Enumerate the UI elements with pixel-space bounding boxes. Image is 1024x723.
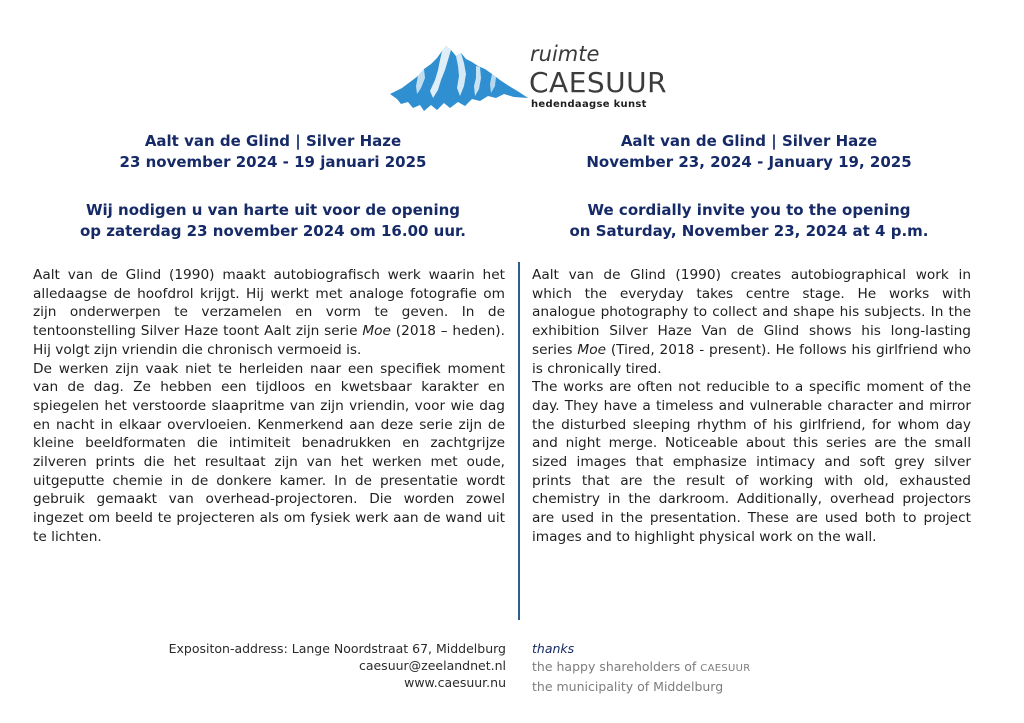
thanks-municipality: the municipality of Middelburg: [532, 679, 724, 694]
thanks-shareholders-text: the happy shareholders of: [532, 659, 701, 674]
caesuur-logo: [388, 36, 683, 116]
english-dates: November 23, 2024 - January 19, 2025: [586, 153, 912, 171]
english-para1-text: Aalt van de Glind (1990) creates autobiographical work in which the everyday takes centre stage. He works with analogue photography to collect and shape his subjects. In the exhibition Silver Haze Van de Glind shows his long-lasting series: [532, 267, 971, 358]
website-link[interactable]: www.caesuur.nu: [404, 675, 506, 690]
dutch-invite-line-2: op zaterdag 23 november 2024 om 16.00 uur.: [80, 222, 466, 240]
english-paragraph-2: The works are often not reducible to a specific moment of the day. They have a timeless and vulnerable character and mirror the disturbed sleeping rhythm of his girlfriend, for whom day and night merge. Noticeable about this series are the small sized images that emphasize intimacy and soft grey silver prints that are the result of working with old, exhausted chemistry in the darkroom. Additionally, overhead projectors are used in the presentation. These are used both to project images and to highlight physical work on the wall.: [532, 379, 971, 545]
english-para1-end: (Tired, 2018 - present). He follows his girlfriend who is chronically tired.: [532, 341, 971, 377]
english-title-block: [514, 131, 984, 173]
dutch-series-title: Moe: [362, 323, 391, 340]
thanks-shareholders: [532, 658, 750, 678]
email-link[interactable]: caesuur@zeelandnet.nl: [358, 658, 506, 673]
dutch-para1-end: (2018 – heden). Hij volgt zijn vriendin die chronisch vermoeid is.: [33, 323, 505, 358]
english-series-title: Moe: [577, 341, 606, 358]
english-paragraph-1: [532, 266, 971, 378]
dutch-paragraph-1: [33, 266, 505, 360]
column-divider: [518, 262, 520, 620]
dutch-body: [33, 266, 505, 547]
english-invite-line-1: We cordially invite you to the opening: [587, 201, 911, 219]
dutch-paragraph-2: De werken zijn vaak niet te herleiden naar een specifiek moment van de dag. Ze hebben een tijdloos en kwetsbaar karakter en spiegelen het verstoorde slaapritme van zijn vriendin, voor wie dag en nacht in elkaar overvloeien. Kenmerkend aan deze serie zijn de kleine beeldformaten die intimiteit benadrukken en zachtgrijze zilveren prints die het resultaat zijn van het werken met oude, uitgeputte chemie in de donkere kamer. In de presentatie wordt gebruik gemaakt van overhead-projectoren. Die worden zowel ingezet om beeld te projecteren als om fysiek werk aan de wand uit te lichten.: [33, 360, 505, 545]
thanks-title: thanks: [532, 641, 575, 656]
english-invitation: [514, 200, 984, 242]
dutch-title-block: [38, 131, 508, 173]
dutch-dates: 23 november 2024 - 19 januari 2025: [119, 153, 427, 171]
english-title: Aalt van de Glind | Silver Haze: [620, 132, 878, 150]
dutch-invite-line-1: Wij nodigen u van harte uit voor de opening: [86, 201, 460, 219]
dutch-title: Aalt van de Glind | Silver Haze: [144, 132, 402, 150]
thanks-block: [532, 640, 750, 696]
dutch-invitation: [38, 200, 508, 242]
logo-subtitle: hedendaagse kunst: [531, 99, 647, 110]
thanks-brand: CAESUUR: [700, 663, 751, 674]
english-body: [532, 266, 971, 547]
english-invite-line-2: on Saturday, November 23, 2024 at 4 p.m.: [569, 222, 929, 240]
logo-caesuur-text: CAESUUR: [529, 66, 668, 99]
logo-ruimte-text: ruimte: [530, 42, 600, 66]
mountain-logo-icon: [388, 36, 538, 116]
address-block: [169, 640, 506, 691]
exhibition-address: Expositon-address: Lange Noordstraat 67, Middelburg: [168, 641, 506, 656]
dutch-para1-text: Aalt van de Glind (1990) maakt autobiografisch werk waarin het alledaagse de hoofdrol krijgt. Hij werkt met analoge fotografie om zijn onderwerpen te verzamelen en vorm te geven. In de tentoonstelling Silver Haze toont Aalt zijn serie: [33, 267, 505, 340]
